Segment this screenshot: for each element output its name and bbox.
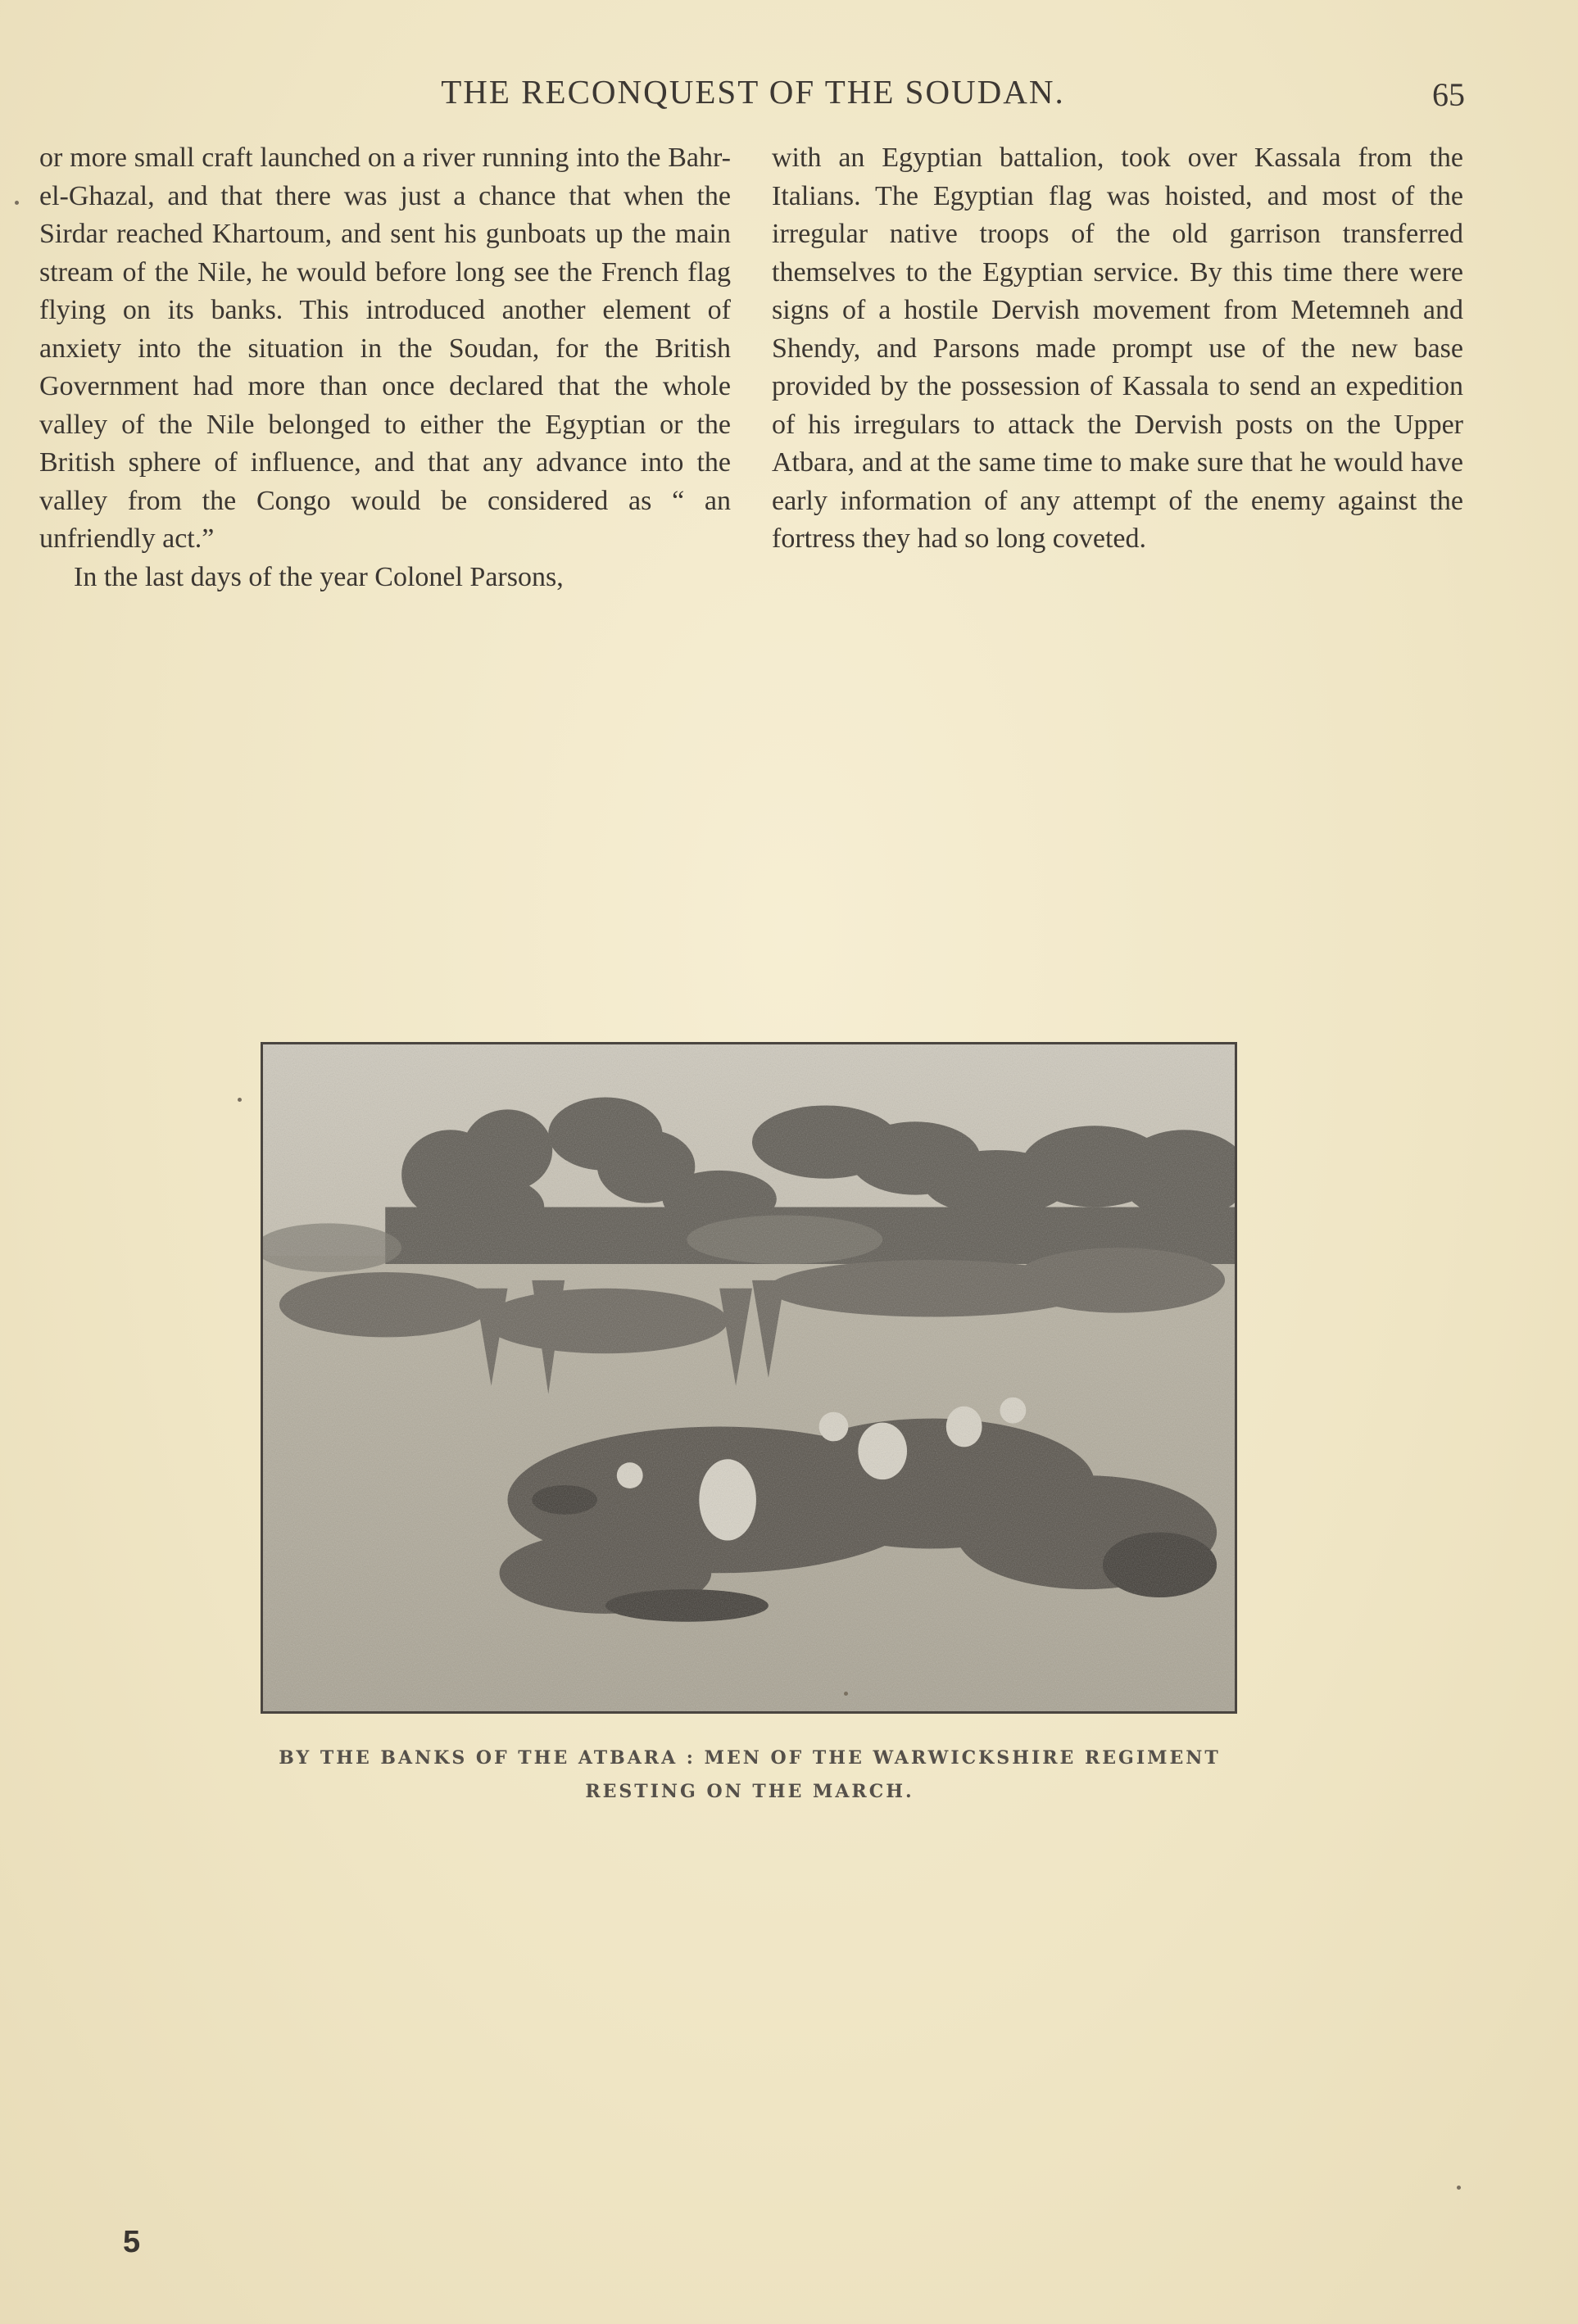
running-head-title: THE RECONQUEST OF THE SOUDAN. xyxy=(441,73,1065,111)
caption-line-1: BY THE BANKS OF THE ATBARA : MEN OF THE WARWICKSHIRE REGIMENT xyxy=(279,1747,1221,1769)
right-text-column xyxy=(772,139,1463,559)
print-speck xyxy=(238,1098,242,1102)
print-speck xyxy=(15,201,19,205)
caption-line-2: RESTING ON THE MARCH. xyxy=(585,1781,914,1802)
left-paragraph-2: In the last days of the year Colonel Parsons, xyxy=(74,561,564,592)
left-text-column xyxy=(39,139,731,596)
halftone-photograph xyxy=(261,1042,1237,1714)
left-paragraph-1: or more small craft launched on a river running into the Bahr-el-Ghazal, and that there was just a chance that when the Sirdar reached Khartoum, and sent his gunboats up the main stream of the Nile, he would before long see the French flag flying on its banks. This introduced another element of anxiety into the situation in the Soudan, for the British Government had more than once declared that the whole valley of the Nile belonged to either the Egyptian or the British sphere of influence, and that any advance into the valley from the Congo would be considered as “ an unfriendly act.” xyxy=(39,143,731,554)
print-speck xyxy=(844,1692,848,1696)
print-speck xyxy=(1457,2186,1461,2190)
page-number: 65 xyxy=(1432,76,1465,113)
photo-soldiers-resting xyxy=(263,1044,1235,1711)
figure-caption xyxy=(279,1742,1221,1809)
right-paragraph-1: with an Egyptian battalion, took over Kassala from the Italians. The Egyptian flag was hoisted, and most of the irregular native troops of the old garrison transferred themselves to the Egyptian service. By this time there were signs of a hostile Dervish movement from Metemneh and Shendy, and Parsons made prompt use of the new base provided by the possession of Kassala to send an expedition of his irregulars to attack the Dervish posts on the Upper Atbara, and at the same time to make sure that he would have early information of any attempt of the enemy against the fortress they had so long coveted. xyxy=(772,143,1463,554)
printer-signature-mark: 5 xyxy=(123,2225,141,2259)
